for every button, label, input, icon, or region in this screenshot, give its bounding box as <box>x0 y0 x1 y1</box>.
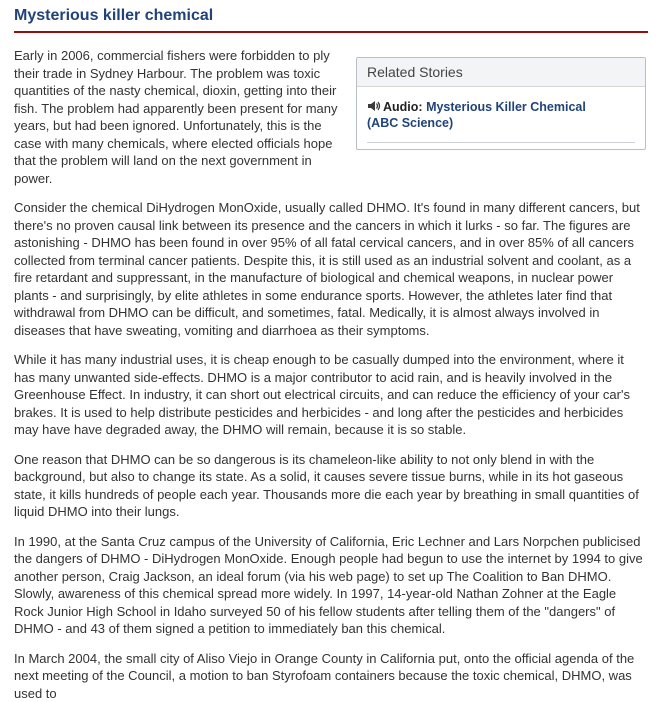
paragraph-5: In 1990, at the Santa Cruz campus of the University of California, Eric Lechner and Lars Norpchen publicised the dangers of DHMO - DiHydrogen MonOxide. Enough people had begun to use the internet by 1994 to give another person, Craig Jackson, an ideal forum (via his web page) to set up The Coalition to Ban DHMO. Slowly, awareness of this chemical spread more widely. In 1997, 14-year-old Nathan Zohner at the Eagle Rock Junior High School in Idaho surveyed 50 of his fellow students after telling them of the "dangers" of DHMO - and 43 of them signed a petition to immediately ban this chemical. <box>14 533 646 638</box>
article-body <box>14 33 646 702</box>
related-stories-list <box>357 87 645 149</box>
speaker-icon <box>367 100 381 112</box>
related-story-kind: Audio: <box>383 100 423 114</box>
paragraph-4: One reason that DHMO can be so dangerous is its chameleon-like ability to not only blend in with the background, but also to change its state. As a solid, it causes severe tissue burns, while in its hot gaseous state, it kills hundreds of people each year. Thousands more die each year by breathing in small quantities of liquid DHMO into their lungs. <box>14 451 646 521</box>
related-story-link[interactable]: Mysterious Killer Chemical <box>426 100 586 114</box>
related-story-source-link[interactable]: (ABC Science) <box>367 116 453 130</box>
related-stories-divider <box>367 142 635 143</box>
paragraph-6: In March 2004, the small city of Aliso Viejo in Orange County in California put, onto the official agenda of the next meeting of the Council, a motion to ban Styrofoam containers because the toxic chemical, DHMO, was used to <box>14 650 646 702</box>
related-stories-box <box>356 57 646 150</box>
page-title: Mysterious killer chemical <box>14 0 646 31</box>
paragraph-1: Early in 2006, commercial fishers were forbidden to ply their trade in Sydney Harbour. The problem was toxic quantities of the nasty chemical, dioxin, getting into their fish. The problem had apparently been present for many years, but had been ignored. Unfortunately, this is the case with many chemicals, where elected officials hope that the problem will land on the next government in power. <box>14 47 646 187</box>
related-stories-heading: Related Stories <box>357 58 645 87</box>
related-story-item <box>367 99 635 131</box>
paragraph-3: While it has many industrial uses, it is cheap enough to be casually dumped into the environment, where it has many unwanted side-effects. DHMO is a major contributor to acid rain, and is heavily involved in the Greenhouse Effect. In industry, it can short out electrical circuits, and can reduce the efficiency of your car's brakes. It is used to help distribute pesticides and herbicides - and long after the pesticides and herbicides may have have degraded away, the DHMO will remain, because it is so stable. <box>14 351 646 439</box>
paragraph-2: Consider the chemical DiHydrogen MonOxide, usually called DHMO. It's found in many different cancers, but there's no proven causal link between its presence and the cancers in which it lurks - so far. The figures are astonishing - DHMO has been found in over 95% of all fatal cervical cancers, and in over 85% of all cancers collected from terminal cancer patients. Despite this, it is still used as an industrial solvent and coolant, as a fire retardant and suppressant, in the manufacture of biological and chemical weapons, in nuclear power plants - and surprisingly, by elite athletes in some endurance sports. However, the athletes later find that withdrawal from DHMO can be difficult, and sometimes, fatal. Medically, it is almost always involved in diseases that have sweating, vomiting and diarrhoea as their symptoms. <box>14 199 646 339</box>
